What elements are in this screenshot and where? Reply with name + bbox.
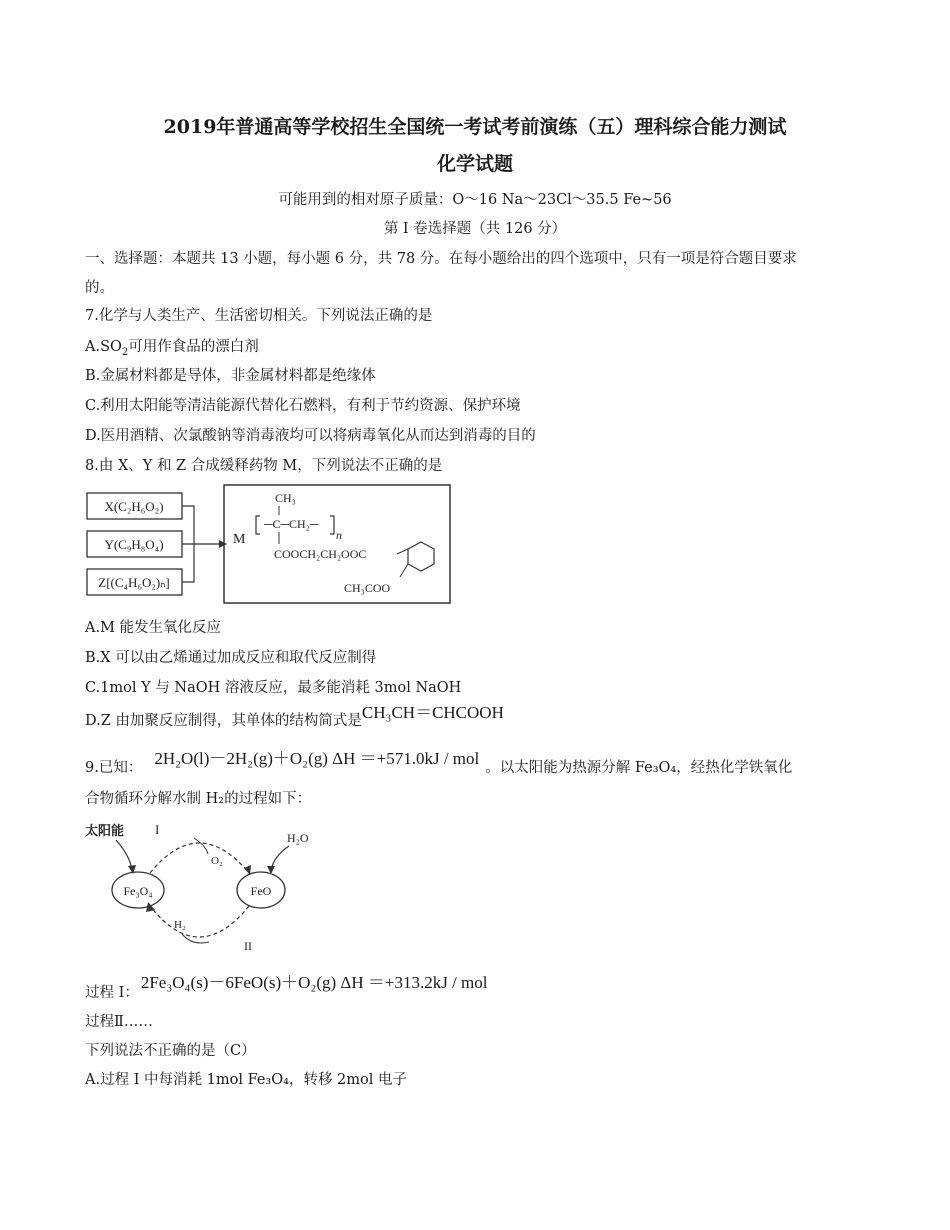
- q9-after: 。以太阳能为热源分解 Fe₃O₄，经热化学铁氧化: [485, 760, 793, 776]
- h2o-label: H₂O: [287, 831, 309, 845]
- instructions-line-2: 的。: [85, 280, 114, 296]
- step2-path: [150, 906, 249, 937]
- q9-ask: 下列说法不正确的是（C）: [85, 1043, 256, 1059]
- q9-line-1: [85, 749, 793, 778]
- q7-option-a-prefix: A.SO: [85, 339, 122, 355]
- process1-label: 过程 I：: [85, 985, 139, 1001]
- o2-label: O₂: [211, 855, 223, 867]
- arrow-head: [219, 540, 227, 548]
- q8-option-c: C.1mol Y 与 NaOH 溶液反应，最多能消耗 3mol NaOH: [85, 680, 462, 696]
- exam-subtitle: 化学试题: [436, 153, 513, 175]
- repeat-n: n: [336, 528, 342, 542]
- backbone: ─C─CH₂─: [264, 517, 319, 531]
- solar-label: 太阳能: [85, 823, 125, 838]
- h2-label: H₂: [174, 919, 186, 931]
- q7-option-c: C.利用太阳能等清洁能源代替化石燃料，有利于节约资源、保护环境: [85, 398, 521, 414]
- step1-label: I: [155, 822, 160, 837]
- q9-equation: 2H₂O(l)－2H₂(g)＋O₂(g) ΔH ＝+571.0kJ / mol: [154, 749, 480, 768]
- q9-line-2: 合物循环分解水制 H₂的过程如下：: [85, 791, 312, 807]
- q8-stem: 8.由 X、Y 和 Z 合成缓释药物 M，下列说法不正确的是: [85, 458, 443, 474]
- instructions-line-1: 一、选择题：本题共 13 小题，每小题 6 分，共 78 分。在每小题给出的四个选项中，只有一项是符合题目要求: [85, 251, 797, 267]
- process2-line: 过程Ⅱ……: [85, 1014, 153, 1030]
- q7-option-a-suffix: 可用作食品的漂白剂: [128, 339, 259, 355]
- ch3-top: CH₃: [275, 491, 296, 505]
- q8-option-b: B.X 可以由乙烯通过加成反应和取代反应制得: [85, 650, 377, 666]
- process1-equation: 2Fe₃O₄(s)－6FeO(s)＋O₂(g) ΔH ＝+313.2kJ / mol: [140, 973, 488, 992]
- exam-title: 2019年普通高等学校招生全国统一考试考前演练（五）理科综合能力测试: [163, 116, 787, 138]
- feo-label: FeO: [250, 884, 272, 898]
- section-heading: 第 I 卷选择题（共 126 分）: [383, 221, 567, 237]
- q8-option-d-text: D.Z 由加聚反应制得，其单体的结构简式是: [85, 713, 362, 729]
- q8-synthesis-figure: [84, 482, 454, 608]
- ester-chain: COOCH₂CH₂OOC: [274, 547, 367, 561]
- q9-lead: 9.已知：: [85, 760, 143, 776]
- q8-option-d-formula: CH₃CH＝CHCOOH: [361, 703, 504, 722]
- solar-arrow: [116, 840, 132, 870]
- bracket-right: [330, 516, 334, 534]
- step1-path: [150, 843, 249, 873]
- step1-arrowhead: [244, 865, 251, 875]
- q7-option-a: [85, 337, 259, 363]
- process1-line: [85, 973, 488, 1003]
- o2-arrow: [194, 838, 208, 854]
- atomic-mass-note: 可能用到的相对原子质量：O～16 Na～23Cl～35.5 Fe~56: [278, 192, 672, 208]
- bracket-left: [256, 516, 260, 534]
- q8-option-d: [85, 703, 504, 731]
- connector-lines: [182, 506, 219, 582]
- bond-acetoxy: [400, 564, 408, 577]
- q9-option-a: A.过程 I 中每消耗 1mol Fe₃O₄，转移 2mol 电子: [85, 1072, 408, 1088]
- fe3o4-label: Fe₃O₄: [123, 884, 153, 898]
- acetoxy-group: CH₃COO: [344, 581, 391, 595]
- box-x-label: X(C₂H₆O₂): [104, 499, 164, 514]
- box-z-label: Z[(C₄H₆O₂)ₙ]: [98, 575, 170, 590]
- q7-option-d: D.医用酒精、次氯酸钠等消毒液均可以将病毒氧化从而达到消毒的目的: [85, 428, 536, 444]
- q8-option-a: A.M 能发生氧化反应: [85, 620, 222, 636]
- benzene-ring: [408, 542, 434, 571]
- q7-option-a-subscript: 2: [121, 346, 129, 358]
- q7-stem: 7.化学与人类生产、生活密切相关。下列说法正确的是: [85, 308, 433, 324]
- m-label: M: [233, 532, 246, 547]
- bond-ring: [397, 549, 408, 554]
- q9-cycle-figure: [84, 818, 324, 958]
- box-y-label: Y(C₉H₈O₄): [104, 537, 164, 552]
- q7-option-b: B.金属材料都是导体，非金属材料都是绝缘体: [85, 368, 376, 384]
- step2-label: II: [244, 939, 252, 953]
